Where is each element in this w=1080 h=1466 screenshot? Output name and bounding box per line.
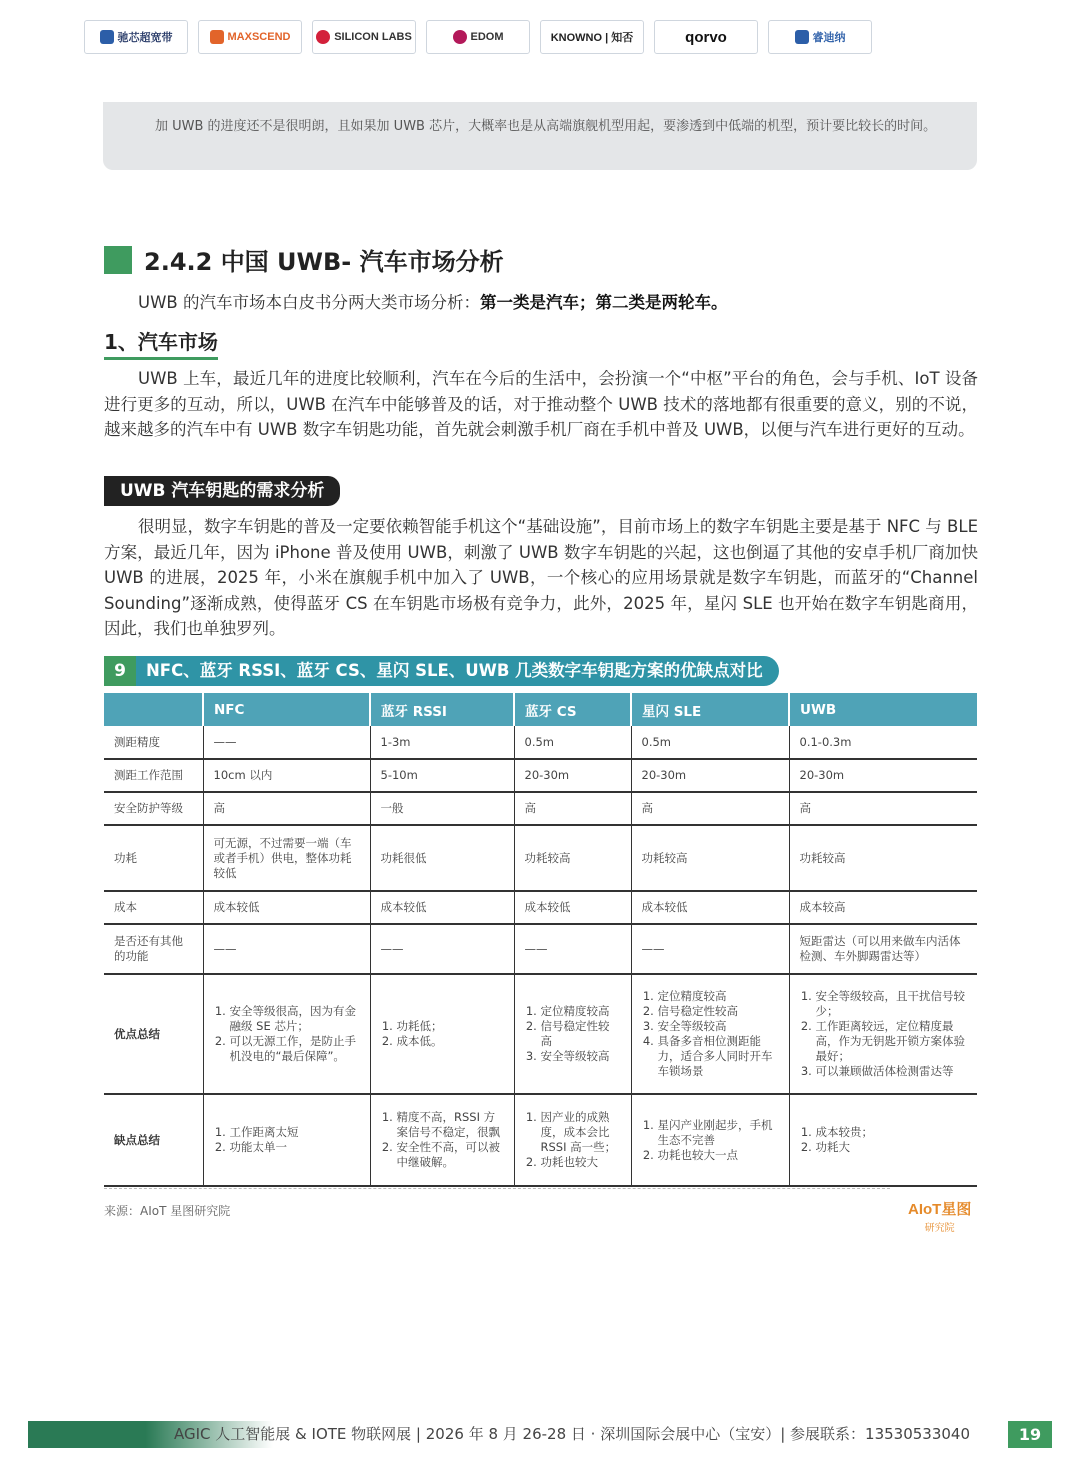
table-header-row: [104, 693, 977, 726]
table-cell: 0.1-0.3m: [789, 726, 977, 759]
table-cell: 高: [514, 792, 631, 825]
logo-knowno: KNOWNO | 知否: [540, 20, 644, 54]
list-item: 1. 定位精度较高: [541, 1004, 621, 1019]
table-cell: 0.5m: [514, 726, 631, 759]
table-cell: ——: [514, 924, 631, 974]
table-cell: ——: [631, 924, 789, 974]
list-item: 2. 安全性不高，可以被中继破解。: [397, 1140, 504, 1170]
sponsor-logos: [84, 20, 872, 54]
intro-paragraph: [138, 290, 978, 316]
paragraph-car-market: UWB 上车，最近几年的进度比较顺利，汽车在今后的生活中，会扮演一个“中枢”平台的角色，会与手机、IoT 设备进行更多的互动，所以，UWB 在汽车中能够普及的话，对于推动整个 UWB 技术的落地都有很重要的意义，别的不说，越来越多的汽车中有 UWB 数字车钥匙功能，首先就会刺激手机厂商在手机中普及 UWB，以便与汽车进行更好的互动。: [104, 369, 978, 439]
paragraph-key-demand: 很明显，数字车钥匙的普及一定要依赖智能手机这个“基础设施”，目前市场上的数字车钥匙主要是基于 NFC 与 BLE 方案，最近几年，因为 iPhone 普及使用 UWB，刺激了 UWB 数字车钥匙的兴起，这也倒逼了其他的安卓手机厂商加快 UWB 的进展，2025 年，小米在旗舰手机中加入了 UWB，一个核心的应用场景就是数字车钥匙，而蓝牙的“Channel Sounding”逐渐成熟，使得蓝牙 CS 在车钥匙市场极有竞争力，此外，2025 年，星闪 SLE 也开始在数字车钥匙商用，因此，我们也单独罗列。: [104, 517, 978, 638]
table-row: [104, 924, 977, 974]
list-item: 2. 功能太单一: [230, 1140, 360, 1155]
table-cell: [631, 974, 789, 1094]
logo-maxscend: MAXSCEND: [198, 20, 302, 54]
table-cell: 功耗很低: [370, 825, 514, 891]
row-label: 是否还有其他的功能: [104, 924, 203, 974]
intro-lead: UWB 的汽车市场本白皮书分两大类市场分析：: [138, 293, 480, 312]
table-cell: 1-3m: [370, 726, 514, 759]
list-item: 1. 精度不高，RSSI 方案信号不稳定，很飘: [397, 1110, 504, 1140]
row-label: 成本: [104, 891, 203, 924]
list-item: 2. 信号稳定性较高: [541, 1019, 621, 1049]
table-row: [104, 792, 977, 825]
table-cell: 20-30m: [631, 759, 789, 792]
table-cell: 20-30m: [789, 759, 977, 792]
table-cell: 成本较低: [631, 891, 789, 924]
table-caption-text: NFC、蓝牙 RSSI、蓝牙 CS、星闪 SLE、UWB 几类数字车钥匙方案的优缺点对比: [136, 656, 779, 686]
subsection-title: 1、汽车市场: [104, 326, 218, 360]
ruidina-logo-icon: [795, 30, 809, 44]
list-item: 1. 定位精度较高: [658, 989, 779, 1004]
table-cell: [203, 1094, 370, 1186]
header-cell: UWB: [789, 693, 977, 726]
list-item: 2. 功耗也较大一点: [658, 1148, 779, 1163]
list-item: 2. 可以无源工作，是防止手机没电的“最后保障”。: [230, 1034, 360, 1064]
table-number: 9: [104, 656, 136, 686]
note-box: 加 UWB 的进度还不是很明朗，且如果加 UWB 芯片，大概率也是从高端旗舰机型用起，要渗透到中低端的机型，预计要比较长的时间。: [103, 102, 977, 170]
table-cell: 成本较高: [789, 891, 977, 924]
table-cell: 可无源，不过需要一端（车或者手机）供电，整体功耗较低: [203, 825, 370, 891]
comparison-table: [104, 693, 977, 1187]
table-row-pros: [104, 974, 977, 1094]
list-item: 2. 信号稳定性较高: [658, 1004, 779, 1019]
header-cell: NFC: [203, 693, 370, 726]
table-cell: ——: [370, 924, 514, 974]
list-item: 2. 成本低。: [397, 1034, 504, 1049]
logo-silicon-labs: SILICON LABS: [312, 20, 416, 54]
table-cell: [370, 974, 514, 1094]
page-footer: [28, 1421, 1052, 1448]
edom-logo-icon: [453, 30, 467, 44]
brand-logo: [908, 1198, 971, 1234]
table-caption: [104, 656, 779, 686]
table-cell: 功耗较高: [789, 825, 977, 891]
heading-square-icon: [104, 246, 132, 274]
table-cell: ——: [203, 726, 370, 759]
table-cell: 短距雷达（可以用来做车内活体检测、车外脚踢雷达等）: [789, 924, 977, 974]
logo-chixin: 驰芯超宽带: [84, 20, 188, 54]
list-item: 2. 工作距离较远，定位精度最高，作为无钥匙开锁方案体验最好；: [816, 1019, 968, 1064]
table-cell: 5-10m: [370, 759, 514, 792]
intro-bold: 第一类是汽车；第二类是两轮车。: [479, 293, 728, 312]
list-item: 2. 功耗大: [816, 1140, 968, 1155]
list-item: 1. 成本较贵；: [816, 1125, 968, 1140]
list-item: 3. 安全等级较高: [541, 1049, 621, 1064]
table-cell: 一般: [370, 792, 514, 825]
table-row: [104, 891, 977, 924]
maxscend-logo-icon: [210, 30, 224, 44]
table-cell: 成本较低: [370, 891, 514, 924]
header-cell: 蓝牙 CS: [514, 693, 631, 726]
row-label: 安全防护等级: [104, 792, 203, 825]
logo-edom: EDOM: [426, 20, 530, 54]
table-cell: 高: [631, 792, 789, 825]
row-label: 测距工作范围: [104, 759, 203, 792]
list-item: 1. 功耗低；: [397, 1019, 504, 1034]
table-cell: [631, 1094, 789, 1186]
list-item: 3. 安全等级较高: [658, 1019, 779, 1034]
table-cell: [789, 1094, 977, 1186]
brand-name: AIoT星图: [908, 1201, 972, 1218]
footer-text: AGIC 人工智能展 & IOTE 物联网展 | 2026 年 8 月 26-28 日 · 深圳国际会展中心（宝安）| 参展联系：13530533040: [28, 1421, 1008, 1448]
header-cell: 星闪 SLE: [631, 693, 789, 726]
table-cell: ——: [203, 924, 370, 974]
source-note: 来源：AIoT 星图研究院: [104, 1204, 231, 1218]
source-divider: [104, 1188, 890, 1189]
table-row: [104, 726, 977, 759]
table-cell: [370, 1094, 514, 1186]
header-cell: 蓝牙 RSSI: [370, 693, 514, 726]
brand-sub: 研究院: [924, 1223, 955, 1234]
table-cell: 高: [203, 792, 370, 825]
logo-ruidina: 睿迪纳: [768, 20, 872, 54]
list-item: 1. 因产业的成熟度，成本会比 RSSI 高一些；: [541, 1110, 621, 1155]
table-cell: 成本较低: [203, 891, 370, 924]
table-cell: 20-30m: [514, 759, 631, 792]
row-label: 缺点总结: [104, 1094, 203, 1186]
heading-title: 2.4.2 中国 UWB- 汽车市场分析: [144, 248, 504, 276]
list-item: 1. 安全等级很高，因为有金融级 SE 芯片；: [230, 1004, 360, 1034]
chixin-logo-icon: [100, 30, 114, 44]
table-cell: 功耗较高: [631, 825, 789, 891]
table-row: [104, 759, 977, 792]
row-label: 测距精度: [104, 726, 203, 759]
row-label: 优点总结: [104, 974, 203, 1094]
table-cell: 成本较低: [514, 891, 631, 924]
table-cell: [789, 974, 977, 1094]
list-item: 1. 星闪产业刚起步，手机生态不完善: [658, 1118, 779, 1148]
table-cell: [514, 974, 631, 1094]
table-cell: [203, 974, 370, 1094]
pill-heading: UWB 汽车钥匙的需求分析: [104, 476, 340, 506]
table-cell: 功耗较高: [514, 825, 631, 891]
table-cell: 10cm 以内: [203, 759, 370, 792]
list-item: 3. 可以兼顾做活体检测雷达等: [816, 1064, 968, 1079]
table-row: [104, 825, 977, 891]
table-cell: [514, 1094, 631, 1186]
logo-qorvo: qorvo: [654, 20, 758, 54]
section-heading: [104, 242, 504, 277]
page-number: 19: [1008, 1421, 1052, 1448]
silicon-labs-logo-icon: [316, 30, 330, 44]
list-item: 1. 工作距离太短: [230, 1125, 360, 1140]
table-row-cons: [104, 1094, 977, 1186]
list-item: 1. 安全等级较高，且干扰信号较少；: [816, 989, 968, 1019]
table-cell: 高: [789, 792, 977, 825]
list-item: 2. 功耗也较大: [541, 1155, 621, 1170]
table-cell: 0.5m: [631, 726, 789, 759]
header-cell: [104, 693, 203, 726]
list-item: 4. 具备多音相位测距能力，适合多人同时开车车锁场景: [658, 1034, 779, 1079]
row-label: 功耗: [104, 825, 203, 891]
